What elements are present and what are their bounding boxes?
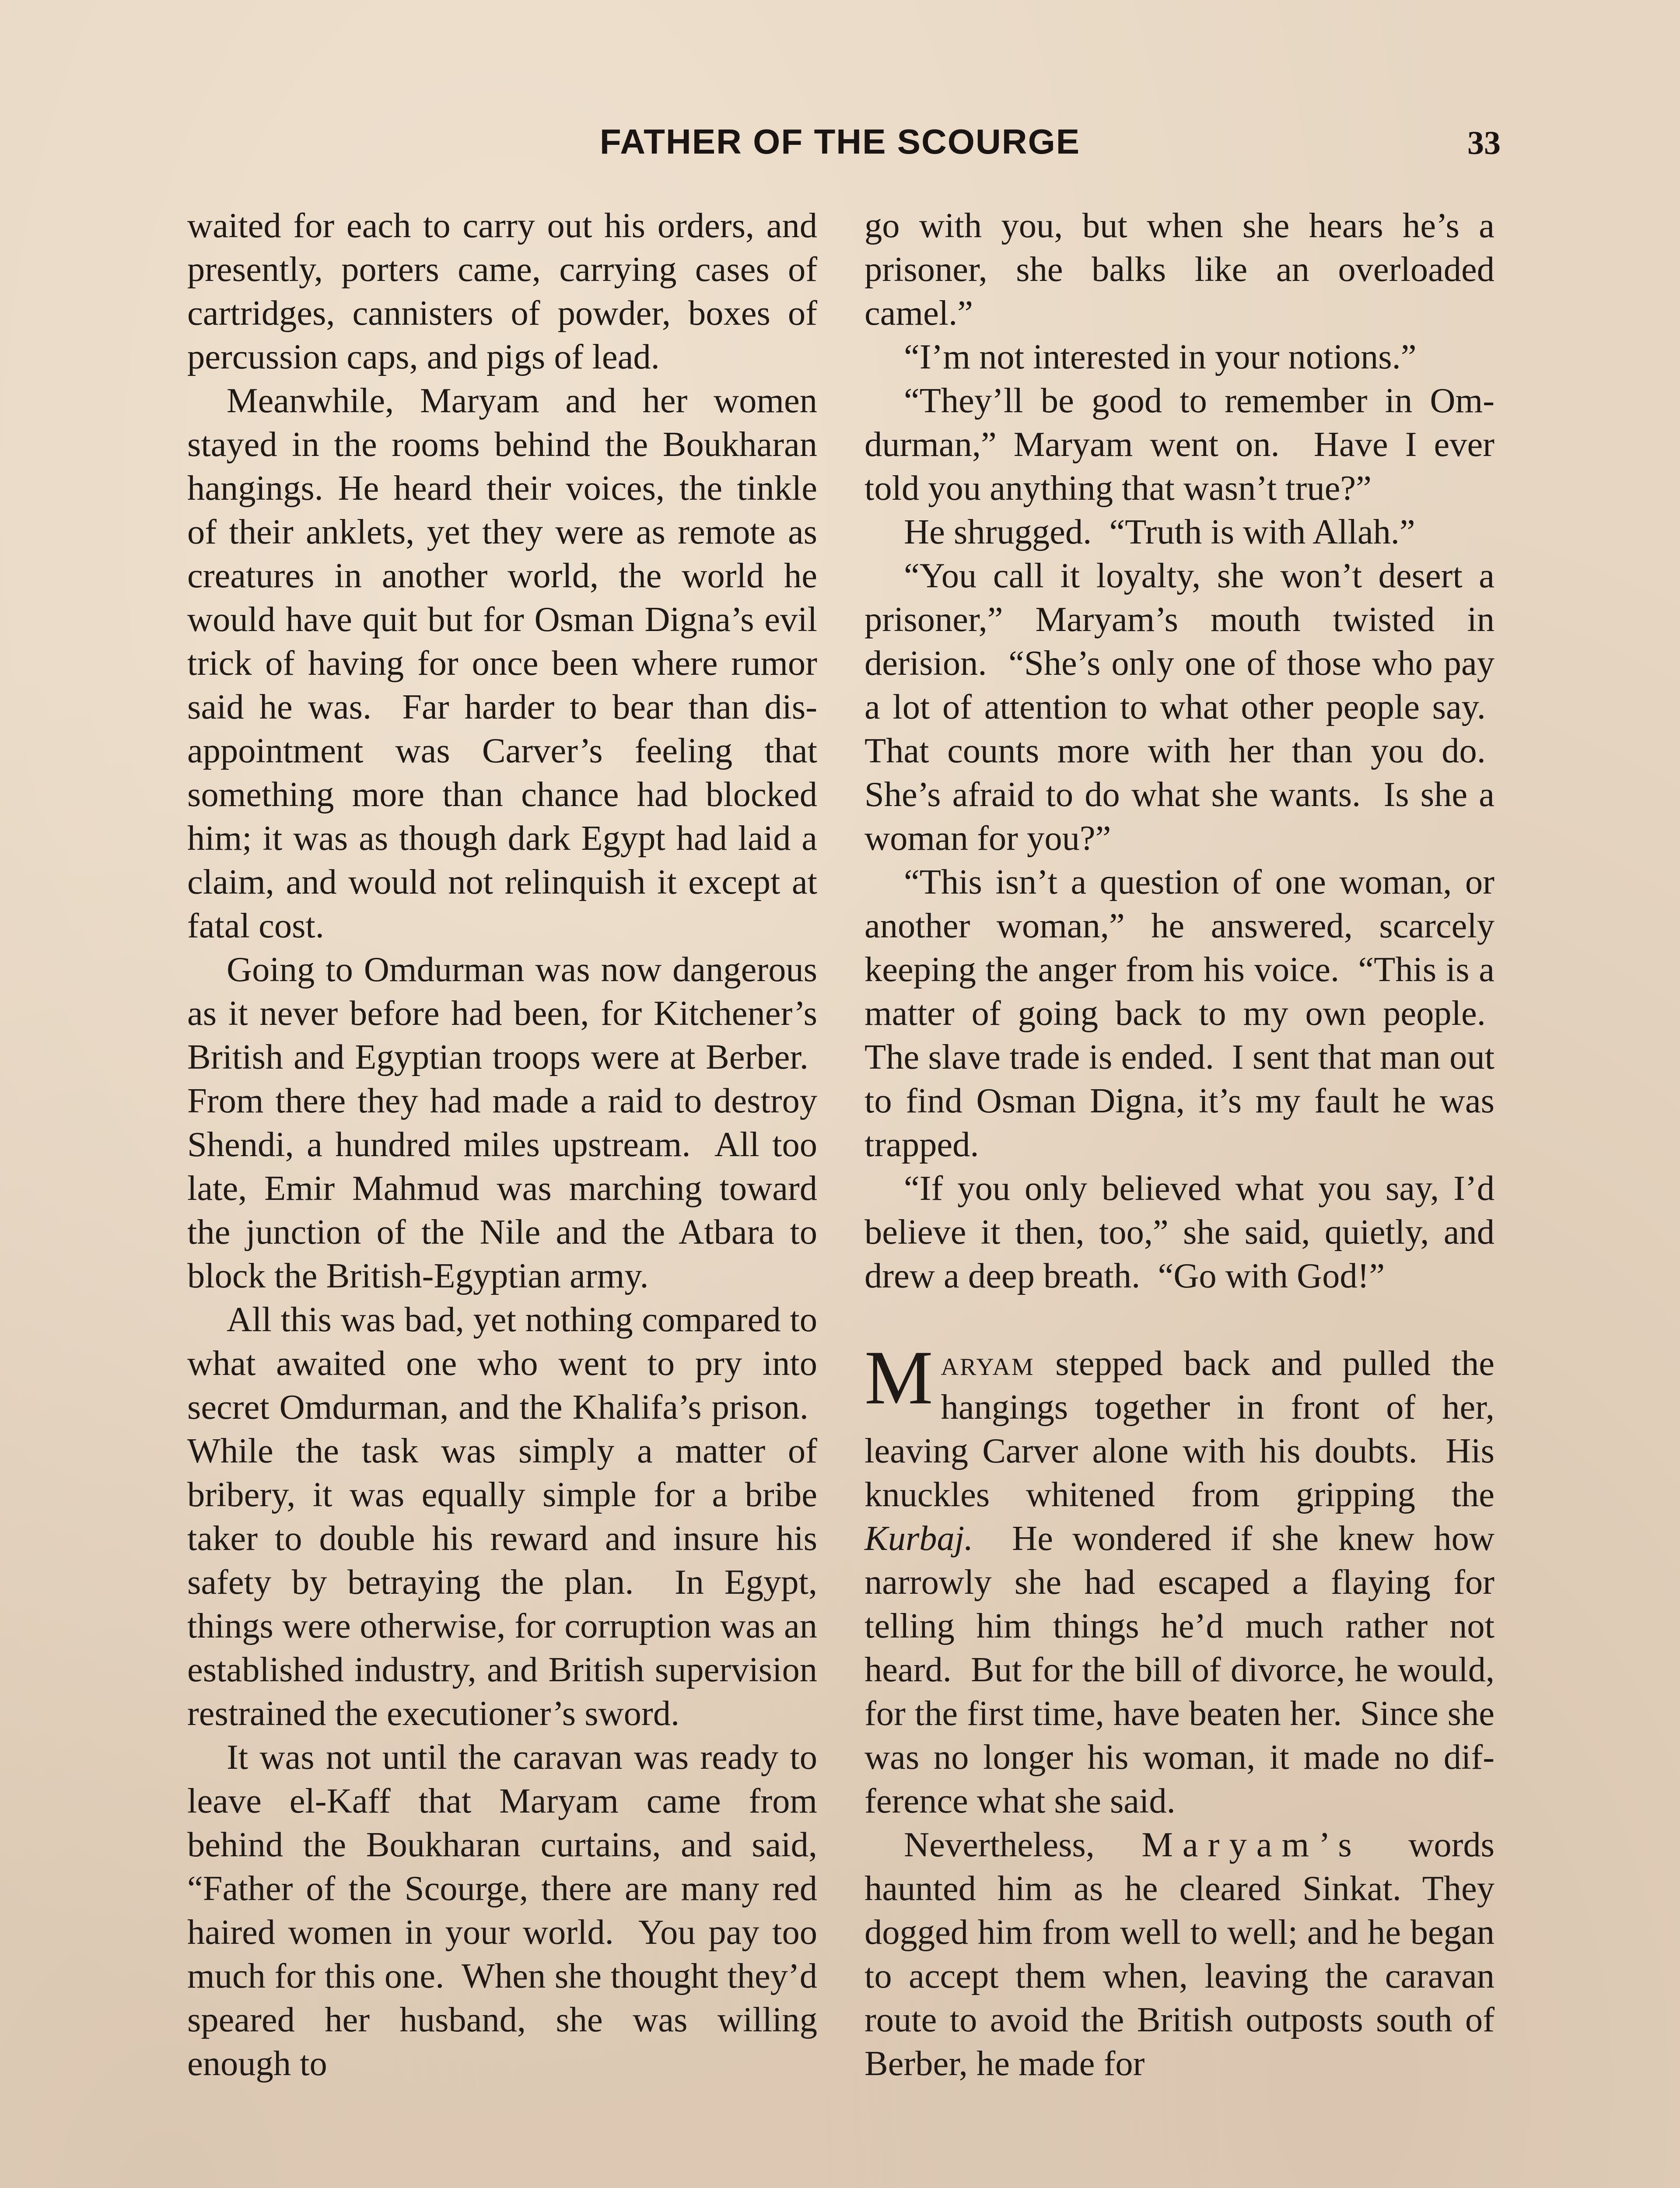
paragraph-text: He wondered if she knew how narrowly she had escaped a flaying for telling him things he’d much rather not heard. But for the bill of divorce, he would, for the first time, have beaten her. Since she was no longer his woman, it made no difference what she said. [864, 1519, 1494, 1820]
section-opening-paragraph [864, 1335, 1494, 1823]
italic-term: Kurbaj. [864, 1519, 973, 1558]
small-caps-lead: aryam [941, 1344, 1035, 1383]
running-head [0, 122, 1680, 170]
paragraph: “You call it loyalty, she won’t desert a prisoner,” Maryam’s mouth twisted in derision. “She’s only one of those who pay a lot of attention to what other people say. That counts more with her than you do. She’s afraid to do what she wants. Is she a woman for you?” [864, 556, 1494, 858]
paragraph: Going to Omdurman was now dangerous as it never before had been, for Kitchener’s British and Egyptian troops were at Berber. From there they had made a raid to destroy Shendi, a hundred miles upstream. All too late, Emir Mahmud was marching toward the junction of the Nile and the Atbara to block the British-Egyptian army. [187, 950, 817, 1295]
paragraph: “I’m not interested in your notions.” [904, 337, 1417, 376]
paragraph-text: Nevertheless, [904, 1825, 1142, 1864]
running-title: FATHER OF THE SCOURGE [599, 122, 1081, 161]
paragraph: “If you only believed what you say, I’d believe it then, too,” she said, quietly, and drew a deep breath. “Go with God!” [864, 1169, 1494, 1295]
paragraph: Meanwhile, Maryam and her women stayed in the rooms behind the Boukharan hangings. He heard their voices, the tinkle of their anklets, yet they were as remote as creatures in another world, the world he would have quit but for Osman Digna’s evil trick of having for once been where rumor said he was. Far harder to bear than disappointment was Carver’s feeling that something more than chance had blocked him; it was as though dark Egypt had laid a claim, and would not relinquish it except at fatal cost. [187, 381, 817, 945]
paragraph: “They’ll be good to remember in Omdurman,” Maryam went on. Have I ever told you anything that wasn’t true?” [864, 381, 1494, 508]
left-column [187, 204, 817, 2086]
right-column [864, 204, 1494, 2086]
paragraph [864, 1823, 1494, 2086]
paragraph: All this was bad, yet nothing compared to what awaited one who went to pry into secret Omdurman, and the Khalifa’s prison. While the task was simply a matter of bribery, it was equally simple for a bribe taker to double his reward and insure his safety by betraying the plan. In Egypt, things were otherwise, for corruption was an established industry, and British supervision restrained the executioner’s sword. [187, 1300, 817, 1733]
paragraph-text: words haunted him as he cleared Sinkat. They dogged him from well to well; and he began to accept them when, leaving the caravan route to avoid the British outposts south of Berber, he made for [864, 1825, 1494, 2083]
paragraph: It was not until the caravan was ready to leave el-Kaff that Maryam came from behind the Boukharan curtains, and said, “Father of the Scourge, there are many red haired women in your world. You pay too much for this one. When she thought they’d speared her husband, she was willing enough to [187, 1738, 817, 2083]
paragraph: “This isn’t a question of one woman, or another woman,” he answered, scarcely keeping the anger from his voice. “This is a matter of going back to my own people. The slave trade is ended. I sent that man out to find Osman Digna, it’s my fault he was trapped. [864, 863, 1494, 1164]
paragraph: waited for each to carry out his orders, and presently, porters came, carrying cases of cartridges, cannisters of powder, boxes of percussion caps, and pigs of lead. [187, 206, 817, 376]
paragraph: He shrugged. “Truth is with Allah.” [904, 512, 1415, 551]
letterspaced-name: Maryam’s [1141, 1825, 1362, 1864]
paragraph-text: stepped back and pulled the hangings together in front of her, leaving Carver alone with his doubts. His knuckles whitened from gripping the [864, 1344, 1494, 1514]
page-number: 33 [1467, 125, 1501, 161]
drop-cap: M [864, 1335, 933, 1420]
paragraph: go with you, but when she hears he’s a prisoner, she balks like an overloaded camel.” [864, 206, 1494, 333]
